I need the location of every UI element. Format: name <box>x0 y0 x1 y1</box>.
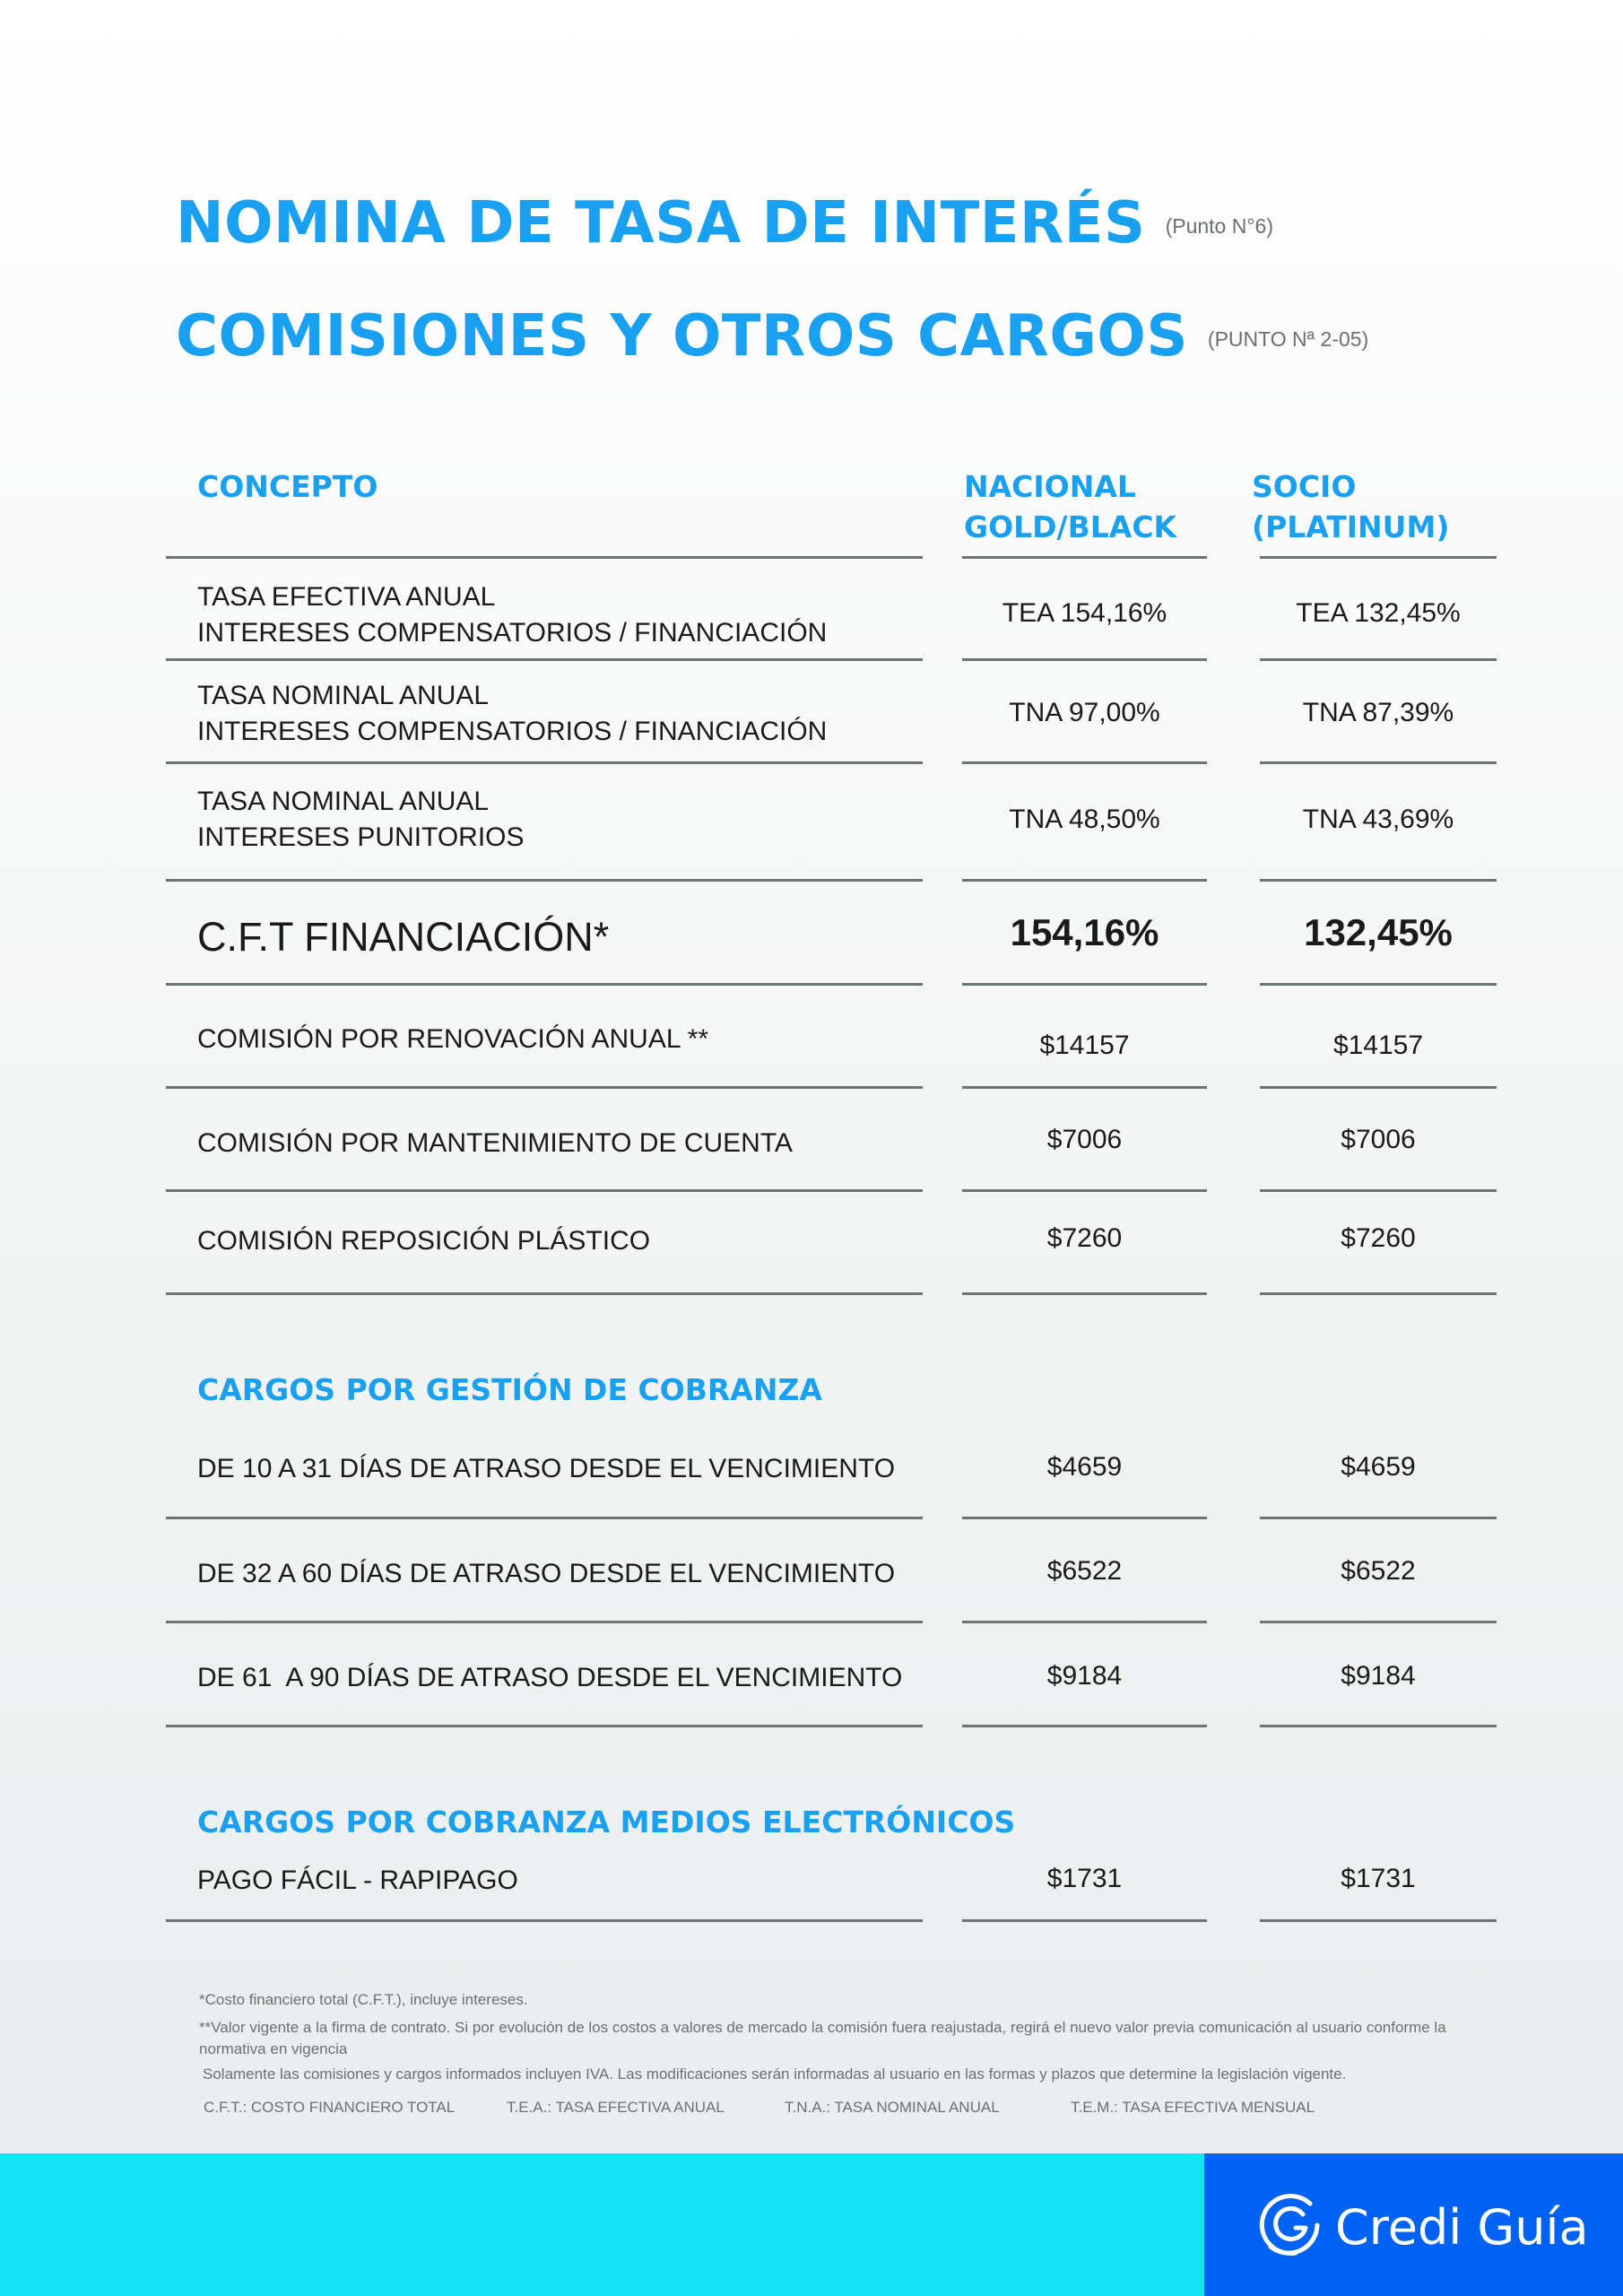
divider <box>1260 1919 1497 1922</box>
concept-line1: TASA NOMINAL ANUAL <box>197 681 490 710</box>
divider <box>962 1292 1207 1295</box>
divider <box>962 1517 1207 1519</box>
header-socio-line2: (PLATINUM) <box>1252 509 1450 544</box>
header-nacional-line1: NACIONAL <box>964 469 1136 504</box>
title-reference: (Punto N°6) <box>1165 213 1273 238</box>
divider <box>166 879 923 882</box>
divider <box>962 761 1207 764</box>
divider <box>962 1919 1207 1922</box>
header-nacional <box>964 466 1176 547</box>
value-socio: $1731 <box>1341 1864 1416 1893</box>
value-nacional: $7006 <box>1046 1125 1123 1154</box>
divider <box>1260 983 1497 986</box>
divider <box>166 556 923 559</box>
abbr-tna: T.N.A.: TASA NOMINAL ANUAL <box>785 2099 1000 2116</box>
value-nacional: TNA 97,00% <box>1009 698 1160 727</box>
row-concept <box>197 678 827 750</box>
row-concept: DE 32 A 60 DÍAS DE ATRASO DESDE EL VENCIMIENTO <box>197 1559 896 1588</box>
concept-line1: TASA NOMINAL ANUAL <box>197 787 490 816</box>
concept-line2: INTERESES PUNITORIOS <box>197 822 525 852</box>
divider <box>1260 1086 1497 1089</box>
header-socio-line1: SOCIO <box>1252 469 1357 504</box>
section-cobranza-title: CARGOS POR GESTIÓN DE COBRANZA <box>197 1372 822 1407</box>
credi-guia-logo-icon <box>1256 2191 1324 2264</box>
value-socio: TEA 132,45% <box>1296 598 1461 628</box>
divider <box>1260 556 1497 559</box>
brand-logo <box>1256 2191 1589 2264</box>
row-concept <box>197 579 827 651</box>
row-concept: DE 10 A 31 DÍAS DE ATRASO DESDE EL VENCIMIENTO <box>197 1454 896 1483</box>
value-socio: $9184 <box>1341 1661 1416 1691</box>
row-concept: COMISIÓN REPOSICIÓN PLÁSTICO <box>197 1226 651 1256</box>
divider <box>962 879 1207 882</box>
footer-brand-block <box>1204 2153 1623 2296</box>
footnote-cft: *Costo financiero total (C.F.T.), incluye intereses. <box>199 1991 528 2008</box>
section-title <box>176 303 1368 370</box>
divider <box>1260 761 1497 764</box>
divider <box>1260 1621 1497 1623</box>
divider <box>962 556 1207 559</box>
divider <box>166 1086 923 1089</box>
value-socio: $6522 <box>1341 1556 1416 1586</box>
concept-line2: INTERESES COMPENSATORIOS / FINANCIACIÓN <box>197 618 828 648</box>
header-socio <box>1252 466 1449 547</box>
divider <box>962 983 1207 986</box>
header-concepto: CONCEPTO <box>197 469 378 504</box>
footnote-iva: Solamente las comisiones y cargos informados incluyen IVA. Las modificaciones serán informadas al usuario en las formas y plazos que determine la legislación vigente. <box>203 2066 1347 2083</box>
concept-line2: INTERESES COMPENSATORIOS / FINANCIACIÓN <box>197 717 828 746</box>
cft-label: C.F.T FINANCIACIÓN* <box>197 914 610 960</box>
divider <box>1260 658 1497 661</box>
row-concept: DE 61 A 90 DÍAS DE ATRASO DESDE EL VENCIMIENTO <box>197 1663 903 1692</box>
divider <box>1260 1189 1497 1192</box>
value-nacional: $6522 <box>1046 1556 1123 1586</box>
row-concept: COMISIÓN POR MANTENIMIENTO DE CUENTA <box>197 1128 793 1158</box>
divider <box>962 658 1207 661</box>
divider <box>962 1086 1207 1089</box>
value-socio: $7260 <box>1341 1223 1416 1253</box>
divider <box>962 1189 1207 1192</box>
value-socio: $14157 <box>1332 1031 1424 1060</box>
divider <box>166 1292 923 1295</box>
row-concept <box>197 784 525 856</box>
footer-band <box>0 2153 1204 2296</box>
value-nacional: TEA 154,16% <box>1002 598 1167 628</box>
divider <box>962 1621 1207 1623</box>
row-concept: PAGO FÁCIL - RAPIPAGO <box>197 1866 518 1895</box>
value-socio: TNA 43,69% <box>1302 804 1454 834</box>
divider <box>166 761 923 764</box>
subtitle-reference: (PUNTO Nª 2-05) <box>1207 326 1369 351</box>
value-socio: TNA 87,39% <box>1302 698 1454 727</box>
divider <box>166 1189 923 1192</box>
divider <box>166 1919 923 1922</box>
page-title <box>176 190 1273 257</box>
abbr-cft: C.F.T.: COSTO FINANCIERO TOTAL <box>204 2099 456 2116</box>
value-nacional: $7260 <box>1046 1223 1123 1253</box>
cft-nacional: 154,16% <box>1010 911 1159 953</box>
divider <box>1260 879 1497 882</box>
title-text: NOMINA DE TASA DE INTERÉS <box>176 190 1146 257</box>
value-socio: $4659 <box>1341 1452 1416 1482</box>
concept-line1: TASA EFECTIVA ANUAL <box>197 582 496 612</box>
value-nacional: $14157 <box>1039 1031 1130 1060</box>
divider <box>166 983 923 986</box>
value-socio: $7006 <box>1341 1125 1416 1154</box>
divider <box>166 658 923 661</box>
divider <box>1260 1292 1497 1295</box>
value-nacional: TNA 48,50% <box>1009 804 1160 834</box>
subtitle-text: COMISIONES Y OTROS CARGOS <box>176 303 1188 370</box>
header-nacional-line2: GOLD/BLACK <box>964 509 1177 544</box>
value-nacional: $9184 <box>1046 1661 1123 1691</box>
cft-socio: 132,45% <box>1304 911 1453 953</box>
abbr-tem: T.E.M.: TASA EFECTIVA MENSUAL <box>1071 2099 1315 2116</box>
row-concept: COMISIÓN POR RENOVACIÓN ANUAL ** <box>197 1024 709 1054</box>
abbr-tea: T.E.A.: TASA EFECTIVA ANUAL <box>507 2099 725 2116</box>
divider <box>166 1621 923 1623</box>
value-nacional: $1731 <box>1046 1864 1123 1893</box>
divider <box>166 1725 923 1727</box>
section-electronicos-title: CARGOS POR COBRANZA MEDIOS ELECTRÓNICOS <box>197 1805 1016 1839</box>
divider <box>166 1517 923 1519</box>
divider <box>1260 1517 1497 1519</box>
divider <box>1260 1725 1497 1727</box>
value-nacional: $4659 <box>1046 1452 1123 1482</box>
brand-name: Credi Guía <box>1335 2199 1589 2256</box>
footnote-valor: **Valor vigente a la firma de contrato. Si por evolución de los costos a valores de mercado la comisión fuera reajustada, regirá el nuevo valor previa comunicación al usuario conforme la normativa en vigencia <box>199 2019 1446 2057</box>
divider <box>962 1725 1207 1727</box>
